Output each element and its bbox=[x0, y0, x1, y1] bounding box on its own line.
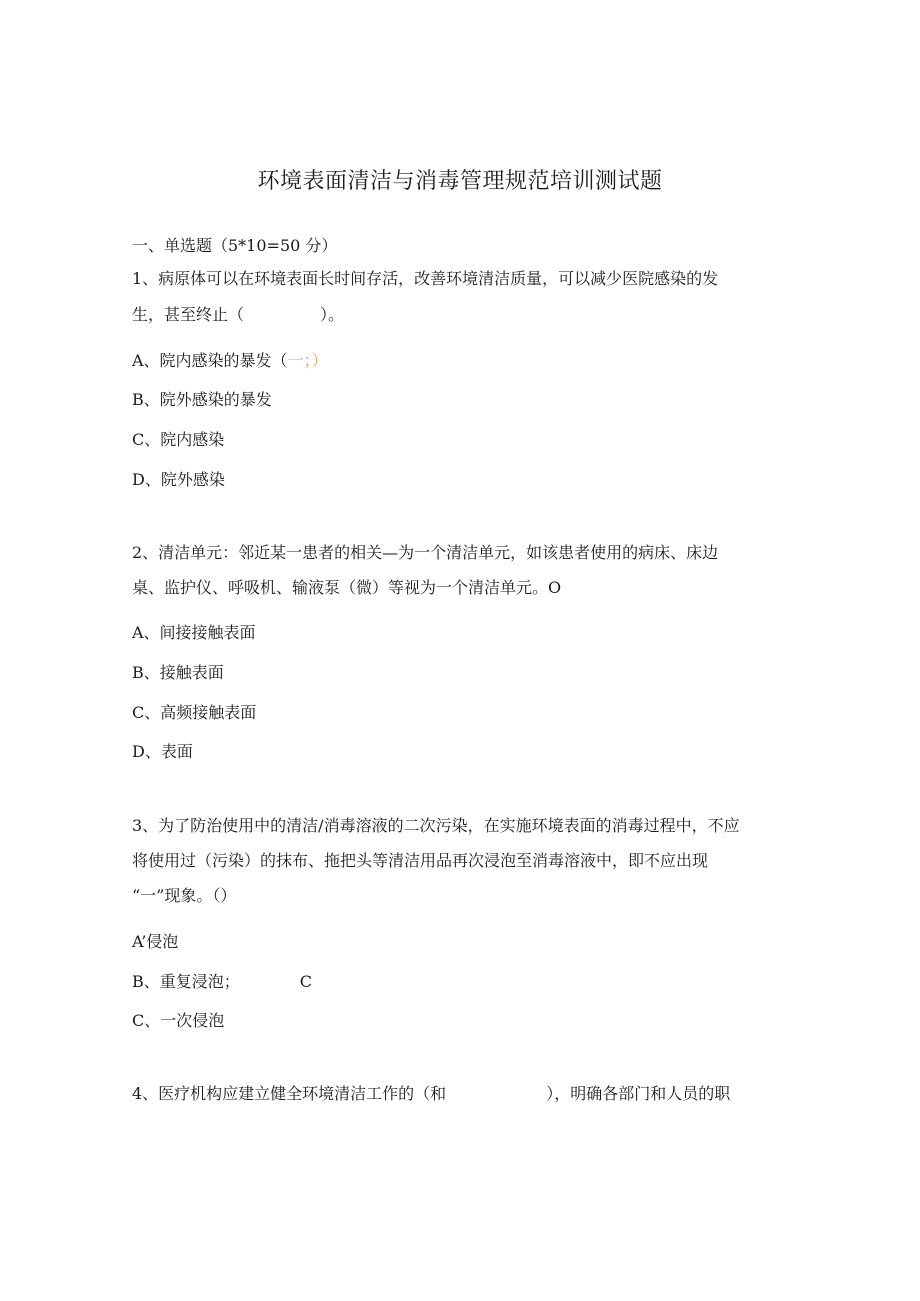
question-3-text-line-3: “一”现象。（） bbox=[132, 886, 237, 905]
question-2-option-a: A、间接接触表面 bbox=[132, 623, 256, 642]
question-4-text-suffix: ），明确各部门和人员的职 bbox=[546, 1084, 731, 1103]
option-b-label: B、重复浸泡； bbox=[132, 972, 240, 991]
question-1-text-suffix: ）。 bbox=[320, 305, 345, 324]
question-3-text-line-2: 将使用过（污染）的抹布、拖把头等清洁用品再次浸泡至消毒溶液中，即不应出现 bbox=[132, 851, 709, 870]
question-1-option-b: B、院外感染的暴发 bbox=[132, 390, 272, 409]
question-4-text-line-1 bbox=[132, 1084, 730, 1104]
question-1-text-prefix: 生，甚至终止（ bbox=[132, 305, 245, 324]
question-2-option-d: D、表面 bbox=[132, 742, 193, 761]
question-3-option-b bbox=[132, 972, 312, 992]
section-heading: 一、单选题（5*10=50 分） bbox=[132, 236, 338, 255]
question-2-option-c: C、高频接触表面 bbox=[132, 703, 257, 722]
question-3-option-c: C、一次侵泡 bbox=[132, 1011, 225, 1030]
question-2-option-b: B、接触表面 bbox=[132, 663, 224, 682]
question-4-text-prefix: 4、医疗机构应建立健全环境清洁工作的（和 bbox=[132, 1084, 447, 1103]
question-2-text-line-2: 桌、监护仪、呼吸机、输液泵（微）等视为一个清洁单元。O bbox=[132, 578, 562, 597]
question-1-option-d: D、院外感染 bbox=[132, 470, 225, 489]
question-1-option-c: C、院内感染 bbox=[132, 430, 225, 449]
question-3-option-a: A’侵泡 bbox=[132, 932, 179, 951]
option-a-handwritten-mark: 一；） bbox=[287, 351, 328, 370]
question-1-text-line-1: 1、病原体可以在环境表面长时间存活，改善环境清洁质量，可以减少医院感染的发 bbox=[132, 269, 719, 288]
question-3-text-line-1: 3、为了防治使用中的清洁/消毒溶液的二次污染，在实施环境表面的消毒过程中，不应 bbox=[132, 816, 740, 835]
question-2-text-line-1: 2、清洁单元：邻近某一患者的相关—为一个清洁单元，如该患者使用的病床、床边 bbox=[132, 543, 719, 562]
option-a-label: A、院内感染的暴发（ bbox=[132, 351, 288, 370]
option-b-extra-mark: C bbox=[299, 972, 313, 991]
question-1-text-line-2 bbox=[132, 305, 344, 325]
question-1-option-a bbox=[132, 351, 328, 371]
document-title: 环境表面清洁与消毒管理规范培训测试题 bbox=[257, 169, 663, 194]
